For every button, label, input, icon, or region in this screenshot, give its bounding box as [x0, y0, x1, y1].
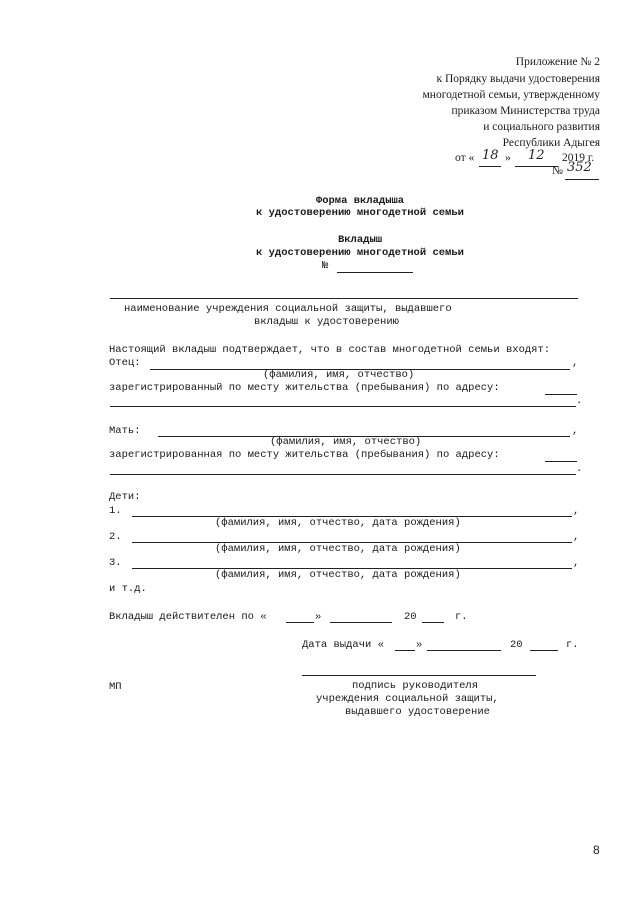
- annex-number-value: 352: [567, 160, 592, 175]
- annex-date-day: 18: [482, 148, 499, 163]
- annex-number-prefix: №: [552, 165, 563, 177]
- father-address-line-2: [110, 406, 576, 407]
- annex-line-2: к Порядку выдачи удостоверения: [436, 73, 600, 85]
- mother-registered-label: зарегистрированная по месту жительства (пребывания) по адресу:: [109, 449, 500, 461]
- signature-caption-2: учреждения социальной защиты,: [316, 693, 499, 705]
- validity-day-line: [286, 622, 314, 623]
- insert-title-line-1: Вкладыш: [337, 234, 383, 246]
- annex-date-mid: »: [505, 152, 511, 164]
- stamp-label: МП: [109, 681, 122, 693]
- annex-date-month: 12: [528, 148, 545, 163]
- form-title-line-1: Форма вкладыша: [315, 195, 405, 207]
- validity-month-line: [330, 622, 392, 623]
- insert-title-line-2: к удостоверению многодетной семьи: [256, 247, 464, 259]
- annex-date-day-line: [479, 166, 501, 167]
- institution-caption-2: вкладыш к удостоверению: [254, 316, 399, 328]
- issue-year-suffix: г.: [566, 639, 579, 651]
- child-2-number: 2.: [109, 531, 122, 543]
- mother-comma: ,: [572, 425, 579, 437]
- mother-period: .: [576, 463, 583, 475]
- father-address-line-1: [545, 394, 577, 395]
- intro-text: Настоящий вкладыш подтверждает, что в состав многодетной семьи входят:: [109, 344, 551, 356]
- child-1-caption: (фамилия, имя, отчество, дата рождения): [215, 517, 461, 529]
- signature-caption-3: выдавшего удостоверение: [345, 706, 490, 718]
- child-2-comma: ,: [573, 531, 580, 543]
- annex-line-5: и социального развития: [483, 121, 600, 133]
- issue-prefix: Дата выдачи «: [302, 639, 384, 651]
- validity-year-suffix: г.: [455, 611, 468, 623]
- page-number: 8: [593, 843, 600, 857]
- father-label: Отец:: [109, 357, 141, 369]
- signature-line: [302, 675, 536, 676]
- father-comma: ,: [572, 357, 579, 369]
- annex-number-line: [565, 179, 599, 180]
- annex-date-year: 2019 г.: [562, 152, 595, 164]
- child-3-number: 3.: [109, 557, 122, 569]
- issue-mid: »: [416, 639, 423, 651]
- mother-label: Мать:: [109, 425, 141, 437]
- annex-line-6: Республики Адыгея: [502, 137, 600, 149]
- issue-year-prefix: 20: [510, 639, 523, 651]
- signature-caption-1: подпись руководителя: [352, 680, 479, 692]
- form-title-line-2: к удостоверению многодетной семьи: [256, 207, 464, 219]
- child-1-comma: ,: [573, 505, 580, 517]
- validity-year-line: [422, 622, 444, 623]
- insert-number-line: [337, 272, 413, 273]
- mother-address-line-2: [110, 474, 576, 475]
- validity-year-prefix: 20: [404, 611, 417, 623]
- mother-address-line-1: [545, 461, 577, 462]
- child-1-number: 1.: [109, 505, 122, 517]
- annex-line-1: Приложение № 2: [515, 56, 600, 68]
- child-3-comma: ,: [573, 557, 580, 569]
- father-period: .: [576, 395, 583, 407]
- issue-day-line: [395, 650, 415, 651]
- issue-month-line: [427, 650, 501, 651]
- child-2-caption: (фамилия, имя, отчество, дата рождения): [215, 543, 461, 555]
- validity-mid: »: [315, 611, 322, 623]
- annex-date-prefix: от «: [455, 152, 475, 164]
- issue-year-line: [530, 650, 558, 651]
- validity-prefix: Вкладыш действителен по «: [109, 611, 267, 623]
- father-fio-caption: (фамилия, имя, отчество): [263, 369, 415, 381]
- child-3-caption: (фамилия, имя, отчество, дата рождения): [215, 569, 461, 581]
- mother-fio-caption: (фамилия, имя, отчество): [270, 436, 422, 448]
- institution-line: [110, 298, 578, 299]
- father-registered-label: зарегистрированный по месту жительства (пребывания) по адресу:: [109, 382, 500, 394]
- children-label: Дети:: [109, 491, 141, 503]
- annex-line-4: приказом Министерства труда: [451, 105, 600, 117]
- annex-line-3: многодетной семьи, утвержденному: [422, 89, 600, 101]
- insert-number-label: №: [322, 260, 329, 272]
- etc-text: и т.д.: [109, 583, 147, 595]
- institution-caption-1: наименование учреждения социальной защиты, выдавшего: [124, 303, 452, 315]
